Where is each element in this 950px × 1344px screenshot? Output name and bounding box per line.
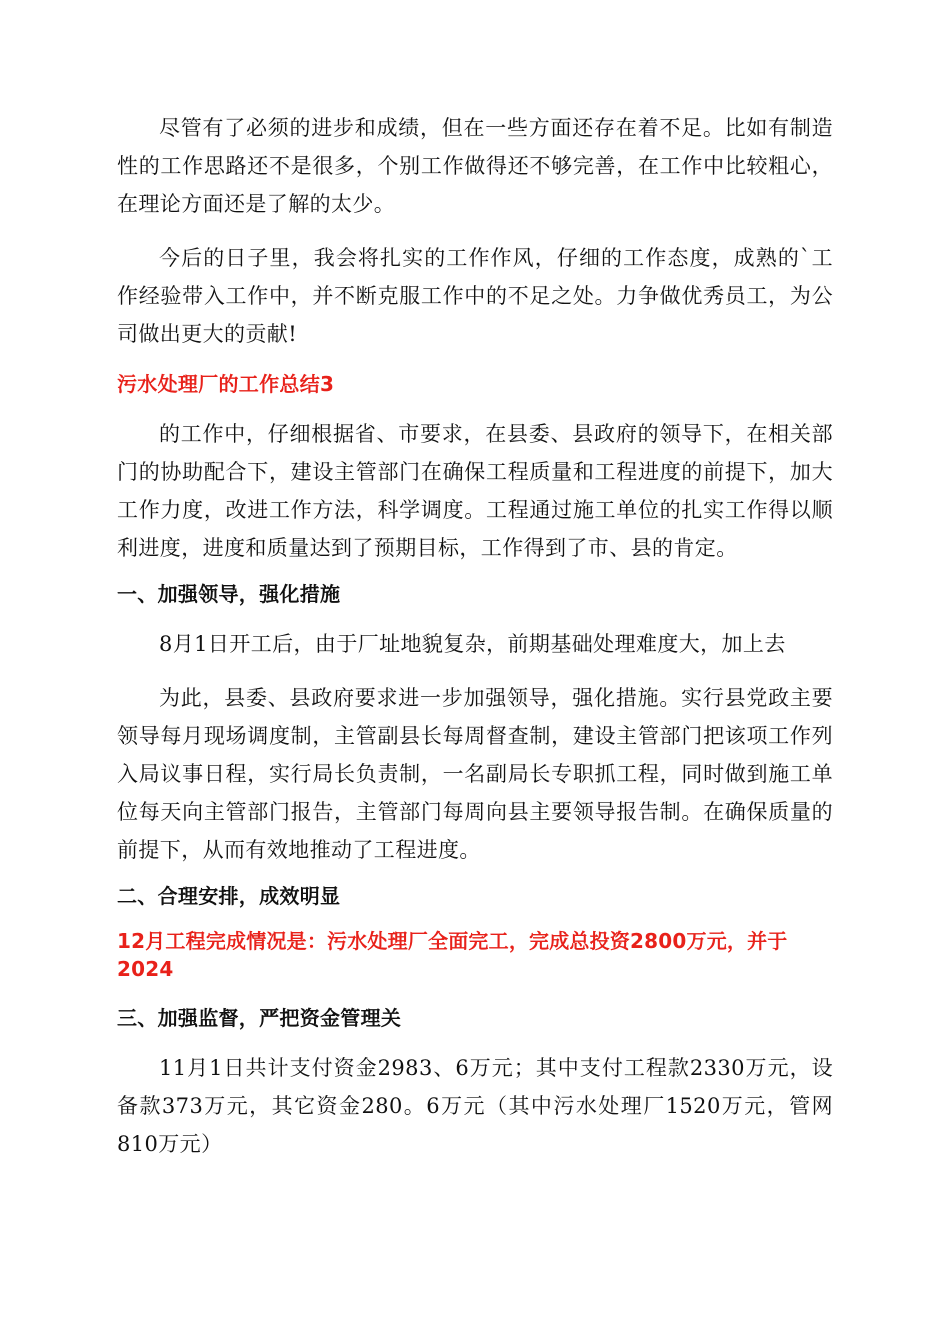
section-title-summary-3: 污水处理厂的工作总结3 xyxy=(117,372,335,396)
highlight-completion-status: 12月工程完成情况是：污水处理厂全面完工，完成总投资2800万元，并于2024 xyxy=(117,929,788,981)
heading-supervision-funds: 三、加强监督，严把资金管理关 xyxy=(117,1006,402,1030)
paragraph-shortcomings: 尽管有了必须的进步和成绩，但在一些方面还存在着不足。比如有制造性的工作思路还不是很多，个别工作做得还不够完善，在工作中比较粗心，在理论方面还是了解的太少。 xyxy=(117,116,833,216)
document-body xyxy=(117,109,833,1179)
heading-strengthen-leadership: 一、加强领导，强化措施 xyxy=(117,582,341,606)
paragraph-start-date: 8月1日开工后，由于厂址地貌复杂，前期基础处理难度大，加上去 xyxy=(159,632,786,656)
heading-arrangement: 二、合理安排，成效明显 xyxy=(117,884,341,908)
paragraph-leadership-measures: 为此，县委、县政府要求进一步加强领导，强化措施。实行县党政主要领导每月现场调度制，主管副县长每周督查制，建设主管部门把该项工作列入局议事日程，实行局长负责制，一名副局长专职抓工程，同时做到施工单位每天向主管部门报告，主管部门每周向县主要领导报告制。在确保质量的前提下，从而有效地推动了工程进度。 xyxy=(117,686,833,862)
paragraph-future-plans: 今后的日子里，我会将扎实的工作作风，仔细的工作态度，成熟的`工作经验带入工作中，并不断克服工作中的不足之处。力争做优秀员工，为公司做出更大的贡献! xyxy=(117,246,833,346)
paragraph-funds-paid: 11月1日共计支付资金2983、6万元；其中支付工程款2330万元，设备款373万元，其它资金280。6万元（其中污水处理厂1520万元，管网810万元） xyxy=(117,1056,833,1156)
paragraph-work-overview: 的工作中，仔细根据省、市要求，在县委、县政府的领导下，在相关部门的协助配合下，建设主管部门在确保工程质量和工程进度的前提下，加大工作力度，改进工作方法，科学调度。工程通过施工单位的扎实工作得以顺利进度，进度和质量达到了预期目标，工作得到了市、县的肯定。 xyxy=(117,422,833,560)
